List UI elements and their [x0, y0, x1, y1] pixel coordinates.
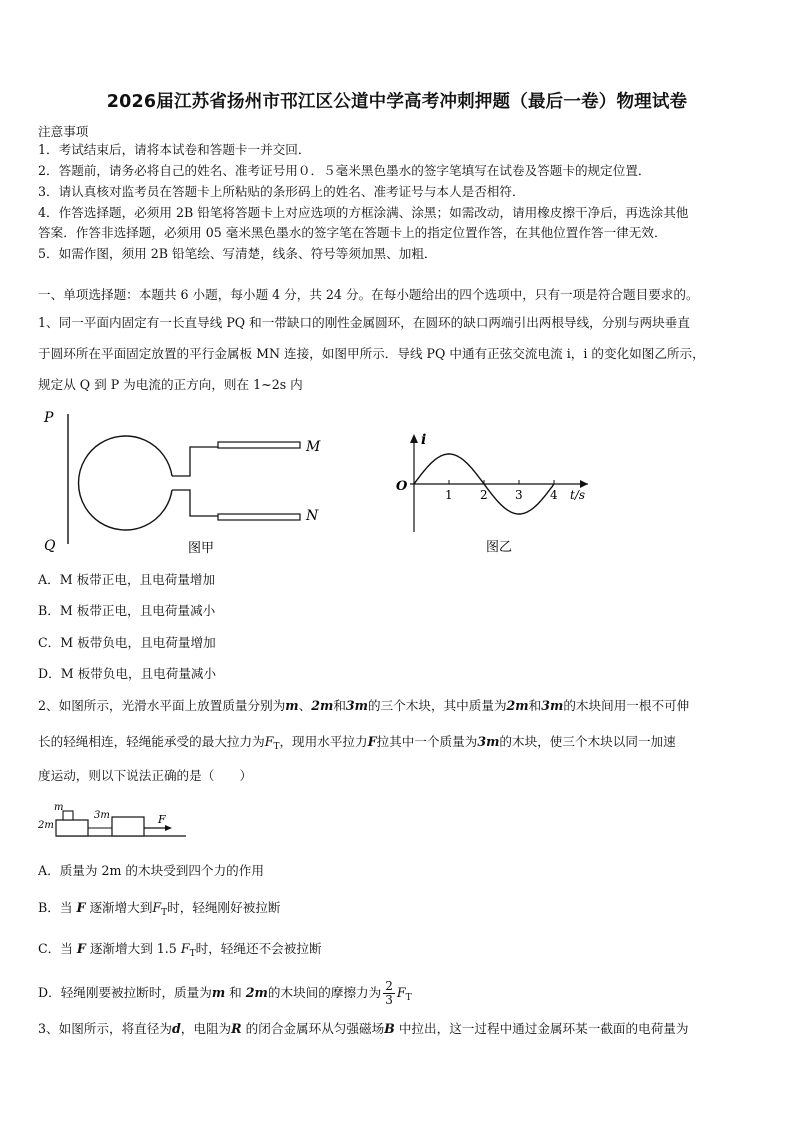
notice-heading: 注意事项 — [38, 124, 89, 139]
label-2m: 2m — [38, 820, 54, 831]
label-m: m — [54, 802, 64, 813]
plate-m — [218, 442, 300, 448]
notice-item: 5．如需作图，须用 2B 铅笔绘、写清楚，线条、符号等须加黑、加粗． — [38, 246, 437, 261]
exam-title: 2026届江苏省扬州市邗江区公道中学高考冲刺押题（最后一卷）物理试卷 — [106, 92, 688, 112]
notice-item: 3．请认真核对监考员在答题卡上所粘贴的条形码上的姓名、准考证号与本人是否相符． — [38, 184, 525, 199]
tick-1: 1 — [445, 488, 453, 502]
notice-item: 答案．作答非选择题，必须用 05 毫米黑色墨水的签字笔在答题卡上的指定位置作答，在其他位置作答一律无效． — [38, 225, 667, 240]
label-f: F — [158, 813, 166, 826]
block-3m — [112, 817, 144, 836]
figure-yi — [390, 424, 610, 560]
figure-jia — [38, 404, 338, 560]
tick-3: 3 — [515, 488, 523, 502]
caption-jia: 图甲 — [188, 541, 215, 556]
block-2m — [56, 820, 88, 836]
lead-top — [172, 447, 223, 476]
label-q: Q — [44, 538, 56, 554]
t-axis-label: t/s — [570, 488, 586, 502]
section-heading: 一、单项选择题：本题共 6 小题，每小题 4 分，共 24 分。在每小题给出的四个选项中，只有一项是符合题目要求的。 — [38, 287, 699, 302]
label-i: i — [421, 432, 427, 448]
lead-bottom — [172, 490, 223, 516]
question-2-line-1: 2、如图所示，光滑水平面上放置质量分别为m、2m和3m的三个木块，其中质量为2m和3m的木块间用一根不可伸 — [38, 698, 690, 713]
notice-item: 1．考试结束后，请将本试卷和答题卡一并交回． — [38, 142, 311, 157]
q2-option-d: D．轻绳刚要被拉断时，质量为m 和 2m的木块间的摩擦力为 $\frac{2}{3}$ $F_T$ — [38, 979, 412, 1007]
question-2-line-3: 度运动，则以下说法正确的是（ ） — [38, 768, 253, 783]
option-c: C．M 板带负电，且电荷量增加 — [38, 635, 216, 650]
q2-option-a: A．质量为 2m 的木块受到四个力的作用 — [38, 863, 264, 878]
label-m: M — [306, 439, 321, 455]
question-1-text: 于圆环所在平面固定放置的平行金属板 MN 连接，如图甲所示．导线 PQ 中通有正弦交流电流 i，i 的变化如图乙所示， — [38, 346, 705, 361]
label-3m: 3m — [94, 810, 110, 821]
question-1-text: 1、同一平面内固定有一长直导线 PQ 和一带缺口的刚性金属圆环，在圆环的缺口两端引出两根导线，分别与两块垂直 — [38, 315, 690, 330]
option-b: B．M 板带正电，且电荷量减小 — [38, 603, 216, 618]
label-p: P — [44, 410, 54, 426]
question-1-text: 规定从 Q 到 P 为电流的正方向，则在 1~2s 内 — [38, 377, 303, 392]
question-2-line-2: 长的轻绳相连，轻绳能承受的最大拉力为$F_T$，现用水平拉力F拉其中一个质量为3m的木块，使三个木块以同一加速 — [38, 734, 676, 752]
block-m — [63, 811, 73, 820]
notice-item: 4．作答选择题，必须用 2B 铅笔将答题卡上对应选项的方框涂满、涂黑；如需改动，请用橡皮擦干净后，再选涂其他 — [38, 205, 689, 220]
question-3-text: 3、如图所示，将直径为d，电阻为R 的闭合金属环从匀强磁场B 中拉出，这一过程中通过金属环某一截面的电荷量为 — [38, 1021, 689, 1036]
metal-ring — [79, 436, 172, 530]
tick-2: 2 — [480, 488, 488, 502]
tick-4: 4 — [550, 488, 558, 502]
option-a: A．M 板带正电，且电荷量增加 — [38, 572, 216, 587]
notice-item: 2．答题前，请务必将自己的姓名、准考证号用０．５毫米黑色墨水的签字笔填写在试卷及答题卡的规定位置． — [38, 163, 651, 178]
caption-yi: 图乙 — [486, 540, 513, 555]
plate-n — [218, 514, 300, 520]
figure-blocks — [36, 800, 186, 840]
option-d: D．M 板带负电，且电荷量减小 — [38, 666, 217, 681]
label-n: N — [306, 508, 319, 524]
label-o: O — [396, 479, 408, 494]
q2-option-b: B．当 F 逐渐增大到$F_T$时，轻绳刚好被拉断 — [38, 900, 281, 918]
q2-option-c: C．当 F 逐渐增大到 1.5 $F_T$时，轻绳还不会被拉断 — [38, 941, 322, 959]
fraction: $\frac{2}{3}$ — [385, 979, 393, 1007]
